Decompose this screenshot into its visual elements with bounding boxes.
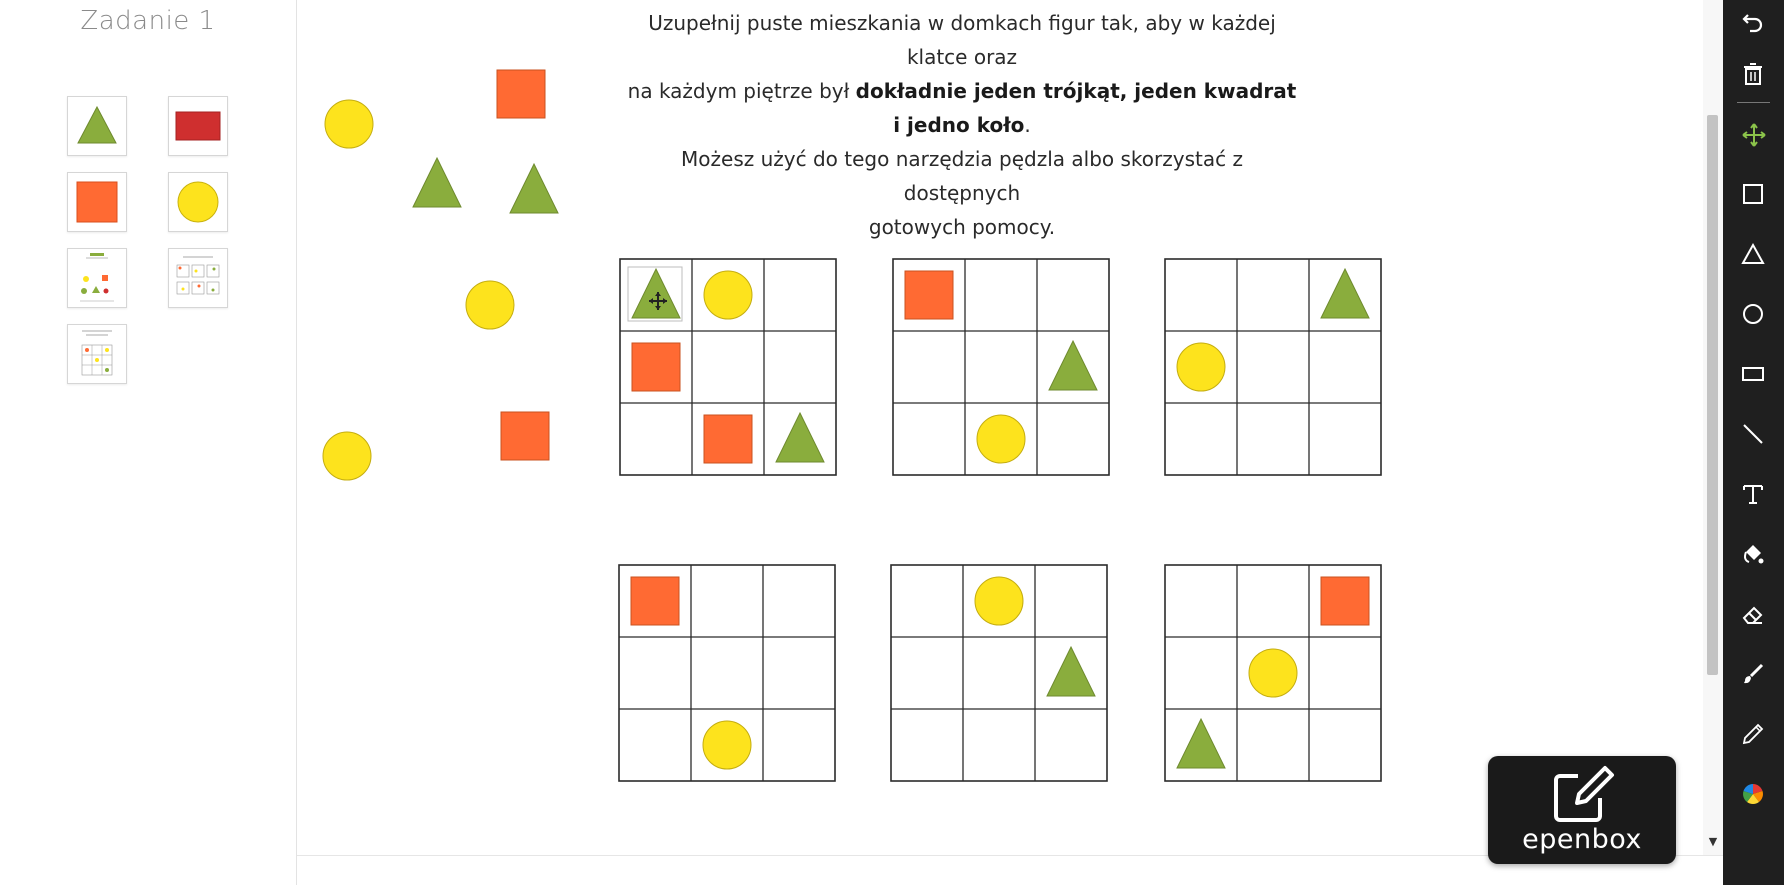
color-picker-icon xyxy=(1741,782,1765,806)
grid-4-cell-square[interactable] xyxy=(631,577,679,625)
free-triangle-piece[interactable] xyxy=(413,158,461,207)
grid-6-cell-circle[interactable] xyxy=(1249,649,1297,697)
delete-button[interactable] xyxy=(1723,52,1784,98)
grid-2-cell[interactable] xyxy=(967,261,1035,329)
thumbnail-page-1[interactable] xyxy=(67,248,127,308)
grid-3-cell[interactable] xyxy=(1239,333,1307,401)
page-thumb-icon xyxy=(68,249,126,307)
free-circle-piece[interactable] xyxy=(466,281,514,329)
grid-5-cell-circle[interactable] xyxy=(975,577,1023,625)
toolbar-separator xyxy=(1737,102,1770,103)
instruction-line-3: Możesz użyć do tego narzędzia pędzla albo skorzystać z dostępnych xyxy=(681,147,1243,205)
text-tool-icon xyxy=(1741,482,1765,506)
grid-3-cell[interactable] xyxy=(1311,333,1379,401)
grid-5-cell[interactable] xyxy=(965,639,1033,707)
grid-3-cell[interactable] xyxy=(1311,405,1379,473)
instruction-line-2-prefix: na każdym piętrze był xyxy=(627,79,856,103)
grid-6-cell[interactable] xyxy=(1311,711,1379,779)
grid-5-cell[interactable] xyxy=(965,711,1033,779)
free-triangle-piece[interactable] xyxy=(510,164,558,213)
epenbox-logo[interactable] xyxy=(1488,756,1676,864)
grid-1-cell[interactable] xyxy=(766,333,834,401)
grid-1-cell-circle[interactable] xyxy=(704,271,752,319)
pen-tool-button[interactable] xyxy=(1723,712,1784,758)
square-tool-button[interactable] xyxy=(1723,172,1784,218)
circle-thumb-icon xyxy=(169,173,227,231)
grid-6-cell[interactable] xyxy=(1167,639,1235,707)
pages-sidebar xyxy=(0,0,297,885)
brush-tool-icon xyxy=(1741,662,1765,686)
triangle-tool-button[interactable] xyxy=(1723,232,1784,278)
instruction-line-2-suffix: . xyxy=(1024,113,1031,137)
thumbnail-rectangle[interactable] xyxy=(168,96,228,156)
scroll-down-arrow[interactable]: ▼ xyxy=(1708,835,1718,848)
grid-6-cell-square[interactable] xyxy=(1321,577,1369,625)
grid-5-cell[interactable] xyxy=(893,639,961,707)
worksheet-canvas[interactable] xyxy=(297,0,1723,855)
line-tool-icon xyxy=(1741,422,1765,446)
move-icon xyxy=(1741,122,1767,148)
instruction-line-4: gotowych pomocy. xyxy=(868,215,1056,239)
square-thumb-icon xyxy=(68,173,126,231)
line-tool-button[interactable] xyxy=(1723,412,1784,458)
eraser-tool-button[interactable] xyxy=(1723,592,1784,638)
grid-4-cell[interactable] xyxy=(693,639,761,707)
rectangle-thumb-icon xyxy=(169,97,227,155)
thumbnail-page-2[interactable] xyxy=(168,248,228,308)
grid-3-cell[interactable] xyxy=(1239,405,1307,473)
triangle-thumb-icon xyxy=(68,97,126,155)
move-tool-button[interactable] xyxy=(1723,112,1784,158)
grid-5-cell[interactable] xyxy=(893,567,961,635)
grid-3-cell[interactable] xyxy=(1167,261,1235,329)
eraser-tool-icon xyxy=(1741,602,1765,626)
pen-tool-icon xyxy=(1741,722,1765,746)
grid-2-cell-circle[interactable] xyxy=(977,415,1025,463)
free-circle-piece[interactable] xyxy=(325,100,373,148)
circle-tool-icon xyxy=(1741,302,1765,326)
grid-2-cell[interactable] xyxy=(895,405,963,473)
color-picker-button[interactable] xyxy=(1723,772,1784,818)
circle-tool-button[interactable] xyxy=(1723,292,1784,338)
thumbnail-circle[interactable] xyxy=(168,172,228,232)
fill-tool-icon xyxy=(1741,542,1765,566)
page-thumb-icon xyxy=(68,325,126,383)
thumbnail-square[interactable] xyxy=(67,172,127,232)
undo-button[interactable] xyxy=(1723,0,1784,46)
grid-2-cell[interactable] xyxy=(967,333,1035,401)
grid-5-cell[interactable] xyxy=(893,711,961,779)
fill-tool-button[interactable] xyxy=(1723,532,1784,578)
thumbnail-triangle[interactable] xyxy=(67,96,127,156)
grid-4-cell[interactable] xyxy=(765,711,833,779)
rectangle-tool-button[interactable] xyxy=(1723,352,1784,398)
grid-4-cell[interactable] xyxy=(621,639,689,707)
grid-2-cell[interactable] xyxy=(1039,261,1107,329)
trash-icon xyxy=(1741,62,1765,86)
free-circle-piece[interactable] xyxy=(323,432,371,480)
scrollbar-thumb[interactable] xyxy=(1707,115,1718,675)
grid-4-cell[interactable] xyxy=(621,711,689,779)
grid-1-cell-square[interactable] xyxy=(632,343,680,391)
grid-2-cell-square[interactable] xyxy=(905,271,953,319)
sidebar-title: Zadanie 1 xyxy=(80,6,216,36)
drawing-toolbar xyxy=(1723,0,1784,885)
grid-2-cell[interactable] xyxy=(895,333,963,401)
logo-text: epenbox xyxy=(1522,824,1642,855)
grid-4-cell[interactable] xyxy=(765,639,833,707)
page-thumb-icon xyxy=(169,249,227,307)
free-square-piece[interactable] xyxy=(497,70,545,118)
instruction-line-1: Uzupełnij puste mieszkania w domkach figur tak, aby w każdej klatce oraz xyxy=(648,11,1276,69)
grid-5-cell[interactable] xyxy=(1037,711,1105,779)
grid-6-cell[interactable] xyxy=(1239,567,1307,635)
grid-4-cell[interactable] xyxy=(765,567,833,635)
text-tool-button[interactable] xyxy=(1723,472,1784,518)
grid-6-cell[interactable] xyxy=(1311,639,1379,707)
grid-6-cell[interactable] xyxy=(1239,711,1307,779)
square-tool-icon xyxy=(1741,182,1765,206)
thumbnail-page-3[interactable] xyxy=(67,324,127,384)
grid-1-cell[interactable] xyxy=(694,333,762,401)
brush-tool-button[interactable] xyxy=(1723,652,1784,698)
grid-1-cell[interactable] xyxy=(622,405,690,473)
shapes-board[interactable] xyxy=(297,0,1703,855)
grid-4-cell-circle[interactable] xyxy=(703,721,751,769)
grid-1-cell-square[interactable] xyxy=(704,415,752,463)
grid-6-cell[interactable] xyxy=(1167,567,1235,635)
free-square-piece[interactable] xyxy=(501,412,549,460)
undo-icon xyxy=(1741,10,1765,34)
instruction-bold-rule: dokładnie jeden trójkąt, jeden kwadrat i jedno koło xyxy=(855,79,1297,137)
grid-2-cell[interactable] xyxy=(1039,405,1107,473)
grid-1-cell[interactable] xyxy=(766,261,834,329)
grid-4-cell[interactable] xyxy=(693,567,761,635)
grid-3-cell[interactable] xyxy=(1239,261,1307,329)
triangle-tool-icon xyxy=(1741,242,1765,266)
grid-3-cell-circle[interactable] xyxy=(1177,343,1225,391)
rectangle-tool-icon xyxy=(1741,362,1765,386)
grid-3-cell[interactable] xyxy=(1167,405,1235,473)
grid-5-cell[interactable] xyxy=(1037,567,1105,635)
